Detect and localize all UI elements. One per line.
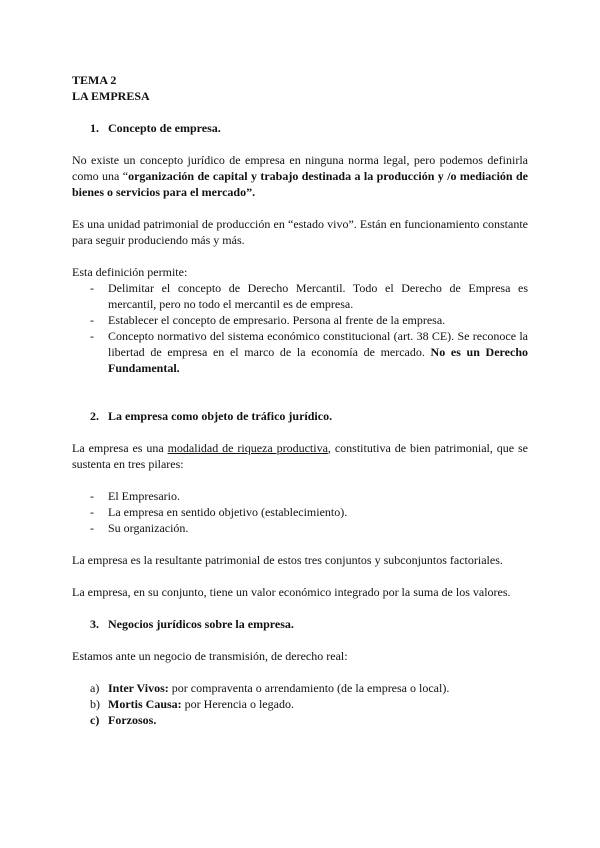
list-item: - Su organización. bbox=[90, 521, 189, 535]
topic-title: LA EMPRESA bbox=[72, 89, 150, 103]
underlined-phrase: modalidad de riqueza productiva bbox=[167, 441, 328, 455]
fundamental-note: No es un Derecho Fundamental. bbox=[108, 345, 528, 375]
list-item: - La empresa en sentido objetivo (establecimiento). bbox=[90, 505, 348, 519]
section-1-list bbox=[72, 280, 528, 376]
list-item: - El Empresario. bbox=[90, 489, 180, 503]
list-item: b) Mortis Causa: por Herencia o legado. bbox=[90, 697, 294, 711]
section-2-number: 2. bbox=[90, 409, 99, 423]
topic-number: TEMA 2 bbox=[72, 73, 117, 87]
list-item: - Delimitar el concepto de Derecho Mercantil. Todo el Derecho de Empresa es mercantil, pero no todo el mercantil es de empresa. bbox=[90, 281, 528, 311]
list-item: a) Inter Vivos: por compraventa o arrendamiento (de la empresa o local). bbox=[90, 681, 450, 695]
section-1-heading bbox=[90, 120, 528, 136]
list-item: - Establecer el concepto de empresario. Persona al frente de la empresa. bbox=[90, 313, 446, 327]
section-3-title: Negocios jurídicos sobre la empresa. bbox=[108, 617, 294, 631]
section-1-title: Concepto de empresa. bbox=[108, 121, 221, 135]
section-1-paragraph-1: No existe un concepto jurídico de empresa en ninguna norma legal, pero podemos definirla como una “organización de capital y trabajo destinada a la producción y /o mediación de bienes o servicios para el mercado”. bbox=[72, 153, 528, 199]
list-item: c) Forzosos. bbox=[90, 713, 157, 727]
section-3-number: 3. bbox=[90, 617, 99, 631]
section-3-heading bbox=[90, 616, 528, 632]
list-item: - Concepto normativo del sistema económico constitucional (art. 38 CE). Se reconoce la libertad de empresa en el marco de la economía de mercado. No es un Derecho Fundamental. bbox=[90, 329, 528, 375]
section-1-paragraph-2: Es una unidad patrimonial de producción en “estado vivo”. Están en funcionamiento constante para seguir produciendo más y más. bbox=[72, 217, 528, 247]
definition-bold: organización de capital y trabajo destinada a la producción y /o mediación de bienes o servicios para el mercado”. bbox=[72, 169, 528, 199]
section-2-paragraph-3: La empresa, en su conjunto, tiene un valor económico integrado por la suma de los valores. bbox=[72, 585, 511, 599]
section-3-paragraph-1: Estamos ante un negocio de transmisión, de derecho real: bbox=[72, 649, 348, 663]
section-2-title: La empresa como objeto de tráfico jurídico. bbox=[108, 409, 333, 423]
section-2-paragraph-1: La empresa es una modalidad de riqueza productiva, constitutiva de bien patrimonial, que se sustenta en tres pilares: bbox=[72, 441, 528, 471]
section-2-heading bbox=[90, 408, 528, 424]
section-1-number: 1. bbox=[90, 121, 99, 135]
section-3-list bbox=[72, 680, 528, 728]
document-page bbox=[72, 72, 528, 728]
section-1-paragraph-3: Esta definición permite: bbox=[72, 265, 188, 279]
section-2-paragraph-2: La empresa es la resultante patrimonial de estos tres conjuntos y subconjuntos factoriales. bbox=[72, 553, 503, 567]
section-2-list bbox=[72, 488, 528, 536]
